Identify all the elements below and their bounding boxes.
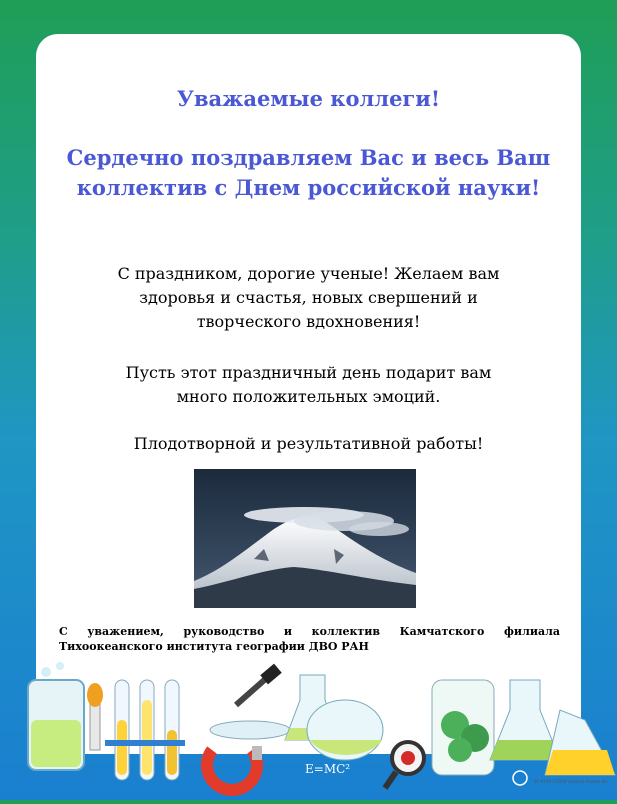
signature-text: С уважением, руководство и коллектив Камчатского филиала Тихоокеанского института географии ДВО РАН bbox=[59, 625, 560, 653]
wishes-line-3: творческого вдохновения! bbox=[196, 312, 421, 331]
test-tubes-icon bbox=[105, 680, 185, 780]
emotions-line-2: много положительных эмоций. bbox=[176, 387, 441, 406]
beaker-icon bbox=[28, 662, 84, 770]
magnifier-icon bbox=[385, 742, 424, 788]
wishes-line-2: здоровья и счастья, новых свершений и bbox=[139, 288, 478, 307]
pipette-icon bbox=[210, 664, 290, 739]
conical-flask-icon bbox=[490, 680, 615, 785]
emotions-paragraph bbox=[90, 361, 527, 409]
copyright-text: SC-9109 ©2008 Creative Shapes Etc. bbox=[534, 779, 610, 784]
congratulation-headline bbox=[40, 143, 577, 203]
magnet-icon bbox=[207, 746, 262, 790]
lab-equipment-illustration bbox=[0, 640, 617, 800]
volcano-photo bbox=[194, 469, 416, 608]
dropper-icon bbox=[87, 683, 103, 750]
work-wish-paragraph: Плодотворной и результативной работы! bbox=[133, 434, 484, 453]
formula-text: E=MC² bbox=[305, 762, 351, 776]
emotions-line-1: Пусть этот праздничный день подарит вам bbox=[125, 363, 492, 382]
headline-line-1: Сердечно поздравляем Вас и весь Ваш bbox=[66, 145, 551, 170]
wishes-line-1: С праздником, дорогие ученые! Желаем вам bbox=[117, 264, 500, 283]
greeting-heading: Уважаемые коллеги! bbox=[176, 86, 441, 111]
flask-icon bbox=[285, 675, 383, 760]
wishes-paragraph bbox=[90, 262, 527, 334]
headline-line-2: коллектив с Днем российской науки! bbox=[76, 175, 541, 200]
specimen-jar-icon bbox=[432, 680, 494, 775]
